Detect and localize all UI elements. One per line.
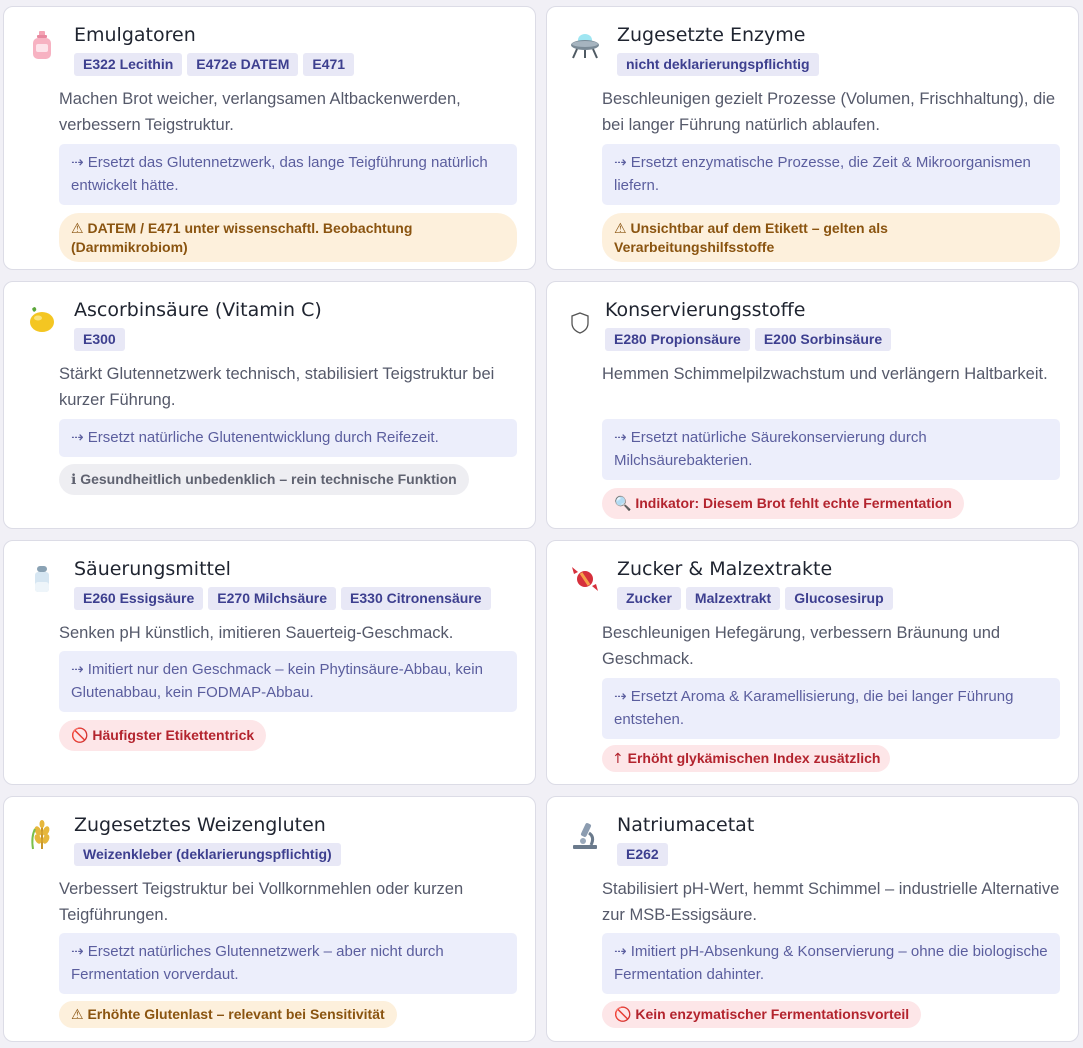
status-badge — [59, 1001, 397, 1028]
tag: Malzextrakt — [686, 587, 780, 610]
badge-text: Erhöht glykämischen Index zusätzlich — [627, 750, 881, 766]
status-badge — [59, 720, 266, 751]
tag: E270 Milchsäure — [208, 587, 336, 610]
shield-icon — [569, 310, 591, 336]
microscope-icon — [569, 819, 601, 851]
tag-list — [617, 843, 668, 866]
tag: E260 Essigsäure — [74, 587, 203, 610]
candy-icon — [569, 563, 601, 595]
tag: Weizenkleber (deklarierungspflichtig) — [74, 843, 341, 866]
replacement-note: ⇢ Ersetzt enzymatische Prozesse, die Zeit & Mikroorganismen liefern. — [602, 144, 1060, 205]
card-description: Stabilisiert pH-Wert, hemmt Schimmel – industrielle Alternative zur MSB-Essigsäure. — [602, 880, 1060, 924]
card-title: Zugesetzte Enzyme — [617, 24, 806, 46]
no-entry-icon: 🚫 — [71, 728, 89, 744]
tag-list — [617, 53, 819, 76]
status-badge — [602, 745, 890, 772]
tag: nicht deklarierungspflichtig — [617, 53, 819, 76]
badge-text: Kein enzymatischer Fermentationsvorteil — [635, 1006, 910, 1022]
card-description: Senken pH künstlich, imitieren Sauerteig-Geschmack. — [59, 624, 454, 642]
warning-icon: ⚠ — [71, 221, 84, 237]
card-title: Zugesetztes Weizengluten — [74, 814, 326, 836]
tag-list — [74, 53, 354, 76]
tag-list — [605, 328, 891, 351]
no-entry-icon: 🚫 — [614, 1007, 632, 1023]
replacement-note: ⇢ Ersetzt natürliche Glutenentwicklung durch Reifezeit. — [59, 419, 517, 457]
wheat-icon — [26, 819, 58, 851]
salt-shaker-icon — [26, 563, 58, 595]
tag: E472e DATEM — [187, 53, 298, 76]
tag: E262 — [617, 843, 668, 866]
replacement-note: ⇢ Ersetzt natürliches Glutennetzwerk – aber nicht durch Fermentation vorverdaut. — [59, 933, 517, 994]
card-zugesetztes-weizengluten — [3, 796, 536, 1042]
card-natriumacetat — [546, 796, 1079, 1042]
status-badge — [602, 213, 1060, 262]
tag: E471 — [303, 53, 354, 76]
tag: Zucker — [617, 587, 681, 610]
warning-icon: ⚠ — [71, 1007, 84, 1023]
card-description: Machen Brot weicher, verlangsamen Altbackenwerden, verbessern Teigstruktur. — [59, 90, 461, 134]
card-emulgatoren — [3, 6, 536, 270]
tag-list — [74, 587, 491, 610]
card-saeuerungsmittel — [3, 540, 536, 785]
status-badge — [602, 1001, 921, 1028]
card-description: Beschleunigen Hefegärung, verbessern Bräunung und Geschmack. — [602, 624, 1001, 668]
badge-text: Gesundheitlich unbedenklich – rein technische Funktion — [80, 471, 457, 487]
card-title: Natriumacetat — [617, 814, 755, 836]
tag-list — [617, 587, 893, 610]
card-title: Zucker & Malzextrakte — [617, 558, 833, 580]
badge-text: Unsichtbar auf dem Etikett – gelten als Verarbeitungshilfsstoffe — [614, 220, 888, 255]
info-icon: ℹ — [71, 472, 77, 488]
ufo-icon — [569, 29, 601, 61]
lotion-bottle-icon — [26, 29, 58, 61]
magnifier-icon: 🔍 — [614, 496, 632, 512]
card-ascorbinsaeure — [3, 281, 536, 529]
replacement-note: ⇢ Ersetzt Aroma & Karamellisierung, die bei langer Führung entstehen. — [602, 678, 1060, 739]
replacement-note: ⇢ Ersetzt natürliche Säurekonservierung durch Milchsäurebakterien. — [602, 419, 1060, 480]
tag: E200 Sorbinsäure — [755, 328, 891, 351]
tag: Glucosesirup — [785, 587, 892, 610]
card-konservierungsstoffe — [546, 281, 1079, 529]
replacement-note: ⇢ Imitiert pH-Absenkung & Konservierung – ohne die biologische Fermentation dahinter. — [602, 933, 1060, 994]
card-description: Verbessert Teigstruktur bei Vollkornmehlen oder kurzen Teigführungen. — [59, 880, 464, 924]
card-zucker-malzextrakte — [546, 540, 1079, 785]
card-title: Konservierungsstoffe — [605, 299, 806, 321]
tag-list — [74, 328, 125, 351]
tag-list — [74, 843, 341, 866]
card-title: Emulgatoren — [74, 24, 196, 46]
card-description: Beschleunigen gezielt Prozesse (Volumen, Frischhaltung), die bei langer Führung natürlich ablaufen. — [602, 90, 1056, 134]
tag: E330 Citronensäure — [341, 587, 491, 610]
warning-icon: ⚠ — [614, 221, 627, 237]
status-badge — [602, 488, 964, 519]
tag: E322 Lecithin — [74, 53, 182, 76]
card-zugesetzte-enzyme — [546, 6, 1079, 270]
badge-text: Häufigster Etikettentrick — [92, 727, 255, 743]
tag: E300 — [74, 328, 125, 351]
card-description: Hemmen Schimmelpilzwachstum und verlängern Haltbarkeit. — [602, 365, 1048, 383]
badge-text: DATEM / E471 unter wissenschaftl. Beobachtung (Darmmikrobiom) — [71, 220, 413, 255]
card-description: Stärkt Glutennetzwerk technisch, stabilisiert Teigstruktur bei kurzer Führung. — [59, 365, 495, 409]
replacement-note: ⇢ Imitiert nur den Geschmack – kein Phytinsäure-Abbau, kein Glutenabbau, kein FODMAP-Abbau. — [59, 651, 517, 712]
replacement-note: ⇢ Ersetzt das Glutennetzwerk, das lange Teigführung natürlich entwickelt hätte. — [59, 144, 517, 205]
tag: E280 Propionsäure — [605, 328, 750, 351]
status-badge — [59, 213, 517, 262]
card-title: Säuerungsmittel — [74, 558, 231, 580]
badge-text: Erhöhte Glutenlast – relevant bei Sensitivität — [87, 1006, 385, 1022]
lemon-icon — [26, 304, 58, 336]
badge-text: Indikator: Diesem Brot fehlt echte Fermentation — [635, 495, 952, 511]
arrow-up-icon: ↑ — [612, 751, 624, 767]
card-title: Ascorbinsäure (Vitamin C) — [74, 299, 322, 321]
status-badge — [59, 464, 469, 495]
